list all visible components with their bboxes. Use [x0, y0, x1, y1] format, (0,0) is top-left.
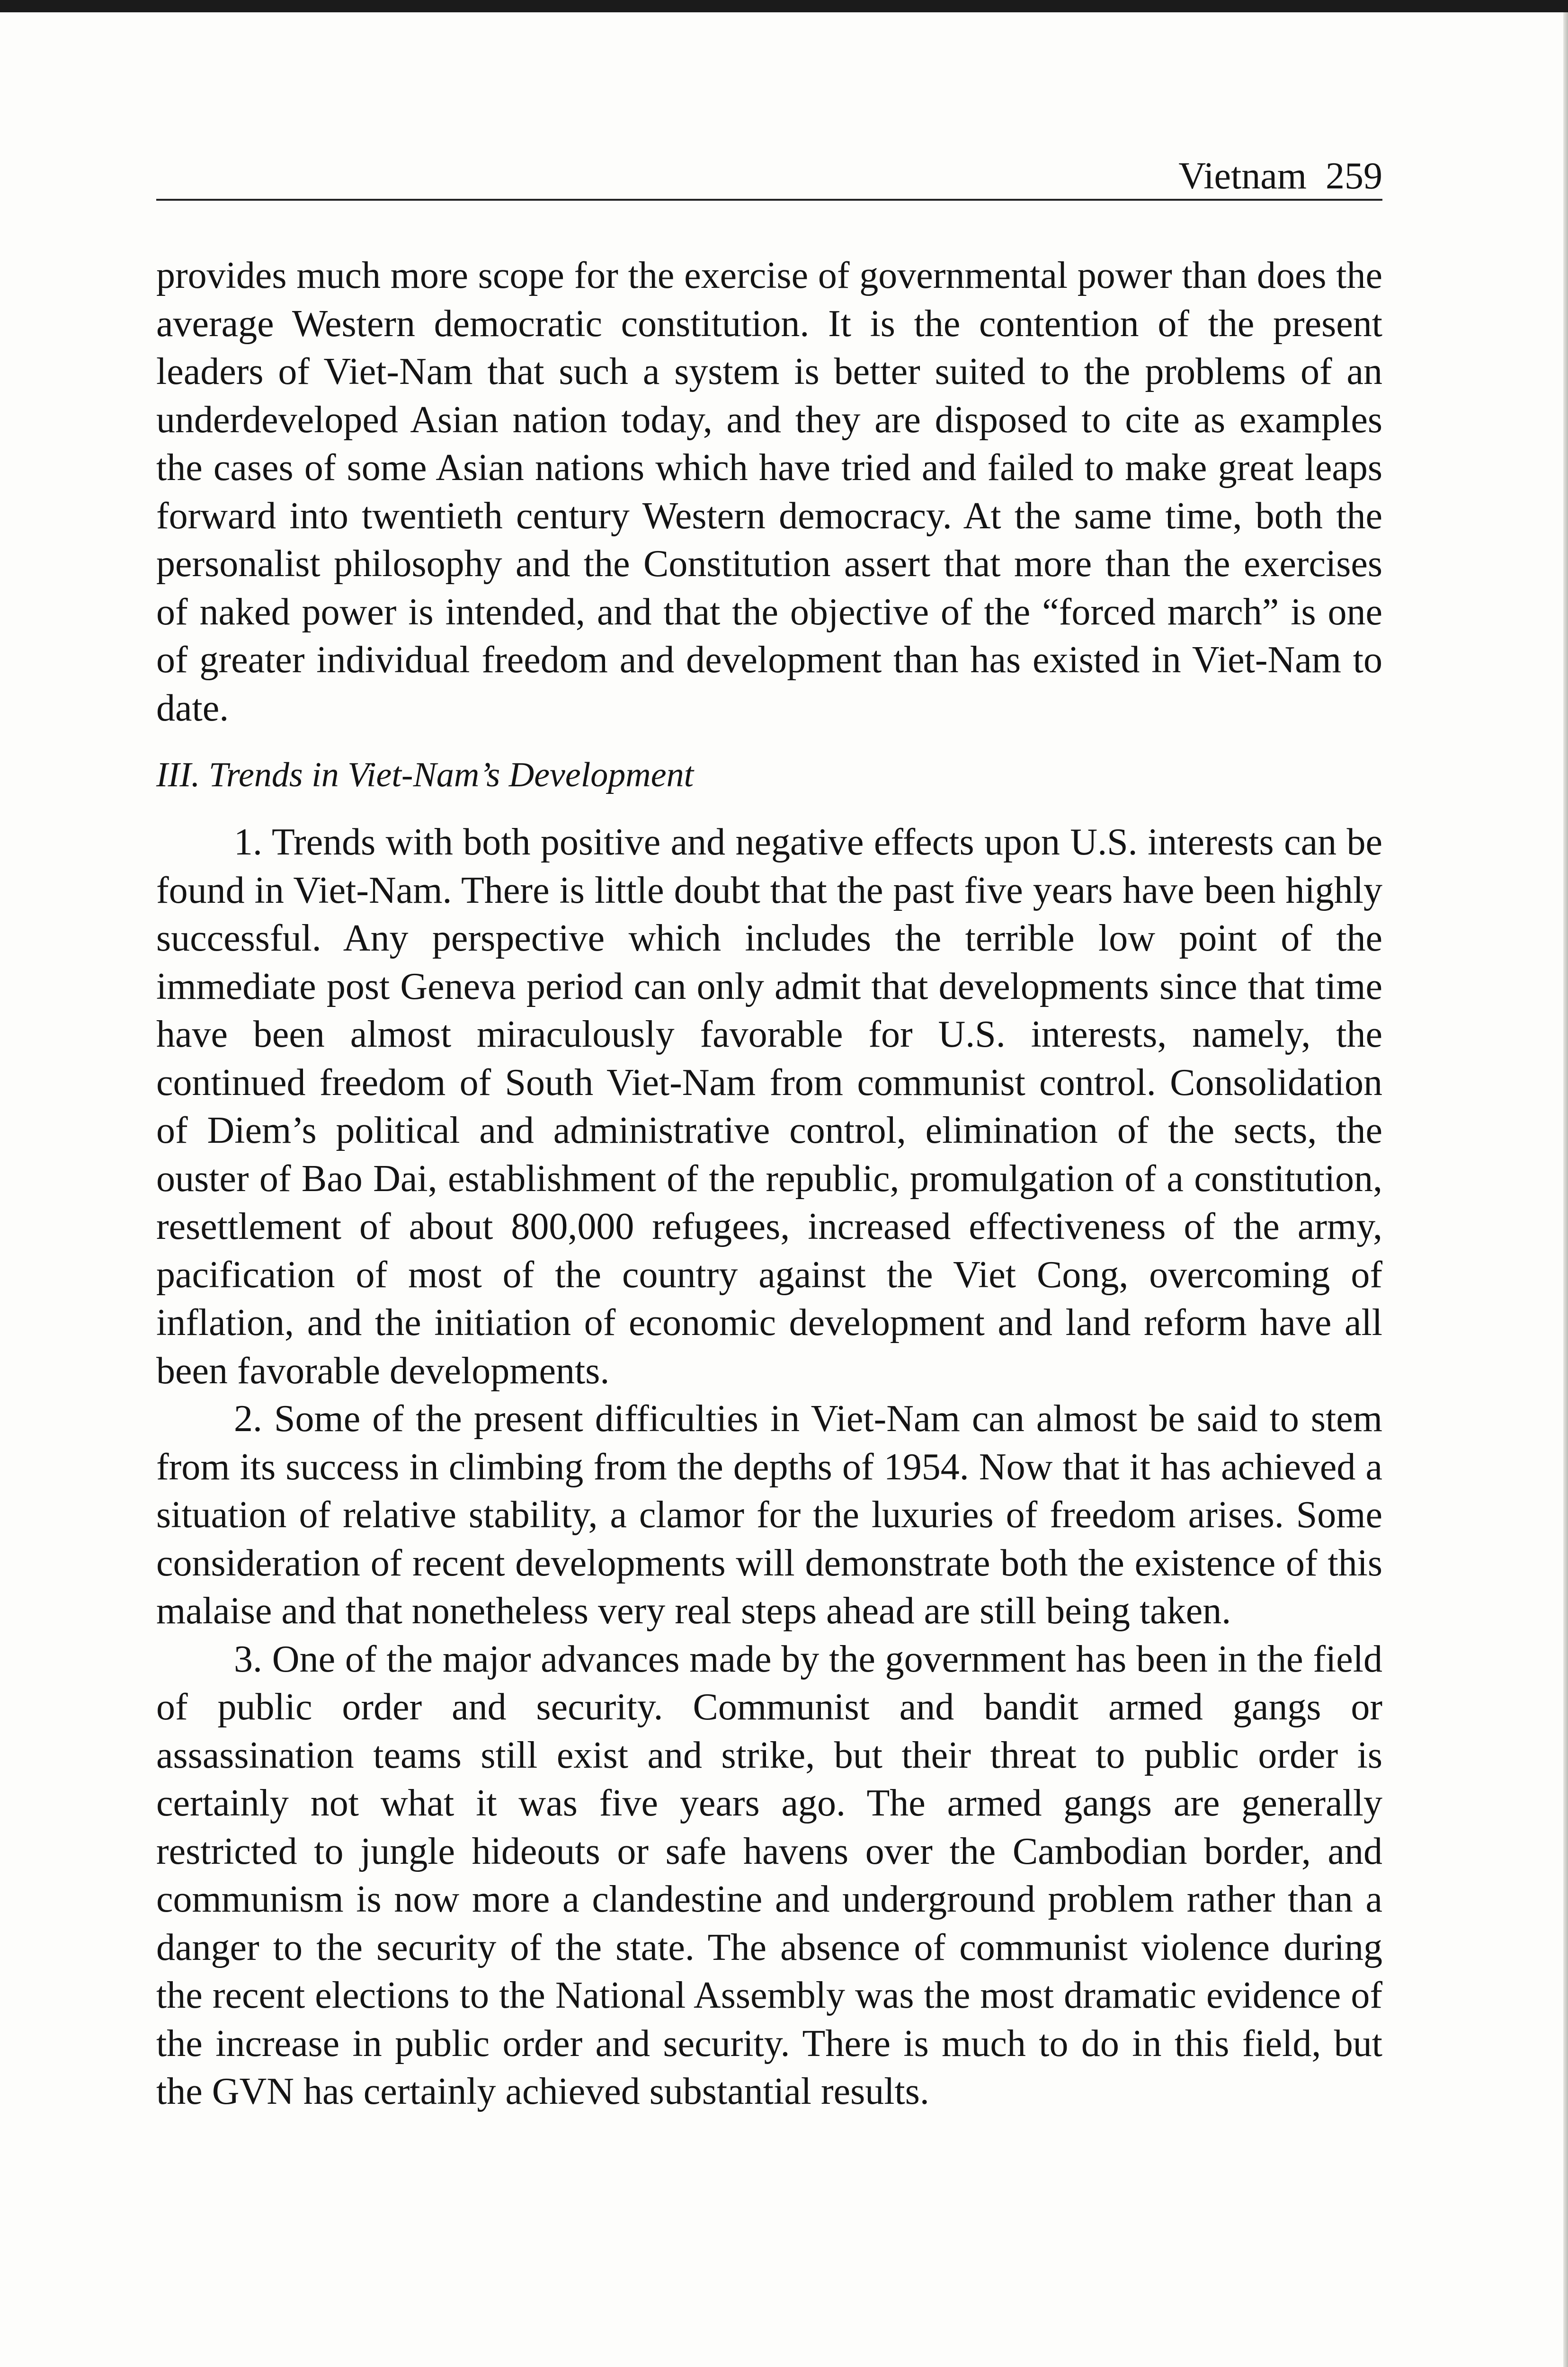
body-text [156, 252, 1382, 2116]
paragraph-2: 2. Some of the present difficulties in Viet-Nam can almost be said to stem from its success in climbing from the depths of 1954. Now that it has achieved a situation of relative stability, a clamor for the luxuries of freedom arises. Some consideration of recent developments will demonstrate both the existence of this malaise and that nonetheless very real steps ahead are still being taken. [156, 1398, 1382, 1632]
running-head-title: Vietnam [1178, 155, 1307, 197]
paragraph-3: 3. One of the major advances made by the government has been in the field of public order and security. Communist and bandit armed gangs or assassination teams still exist and strike, but their threat to public order is certainly not what it was five years ago. The armed gangs are generally restricted to jungle hideouts or safe havens over the Cambodian border, and communism is now more a clandestine and underground problem rather than a danger to the security of the state. The absence of communist violence during the recent elections to the National Assembly was the most dramatic evidence of the increase in public order and security. There is much to do in this field, but the GVN has certainly achieved substantial results. [156, 1638, 1382, 2112]
running-head [156, 142, 1382, 201]
paragraph-1: 1. Trends with both positive and negative effects upon U.S. interests can be found in Viet-Nam. There is little doubt that the past five years have been highly successful. Any perspective which includes the terrible low point of the immediate post Geneva period can only admit that developments since that time have been almost miraculously favorable for U.S. interests, namely, the continued freedom of South Viet-Nam from communist control. Consolidation of Diem’s political and administrative control, elimination of the sects, the ouster of Bao Dai, establishment of the republic, promulgation of a constitution, resettlement of about 800,000 refugees, increased effectiveness of the army, pacification of most of the country against the Viet Cong, overcoming of inflation, and the initiation of economic development and land reform have all been favorable developments. [156, 821, 1382, 1392]
scan-right-edge [1563, 12, 1568, 2367]
paragraph-continuation: provides much more scope for the exercise of governmental power than does the average Western democratic constitution. It is the contention of the present leaders of Viet-Nam that such a system is better suited to the problems of an underdeveloped Asian nation today, and they are disposed to cite as examples the cases of some Asian nations which have tried and failed to make great leaps forward into twentieth century Western democracy. At the same time, both the personalist philosophy and the Constitution assert that more than the exercises of naked power is intended, and that the objective of the “forced march” is one of greater individual freedom and development than has existed in Viet-Nam to date. [156, 255, 1382, 729]
page-number: 259 [1326, 155, 1382, 197]
scan-top-edge [0, 0, 1568, 12]
section-heading: III. Trends in Viet-Nam’s Development [156, 756, 694, 794]
book-page [156, 142, 1382, 2116]
